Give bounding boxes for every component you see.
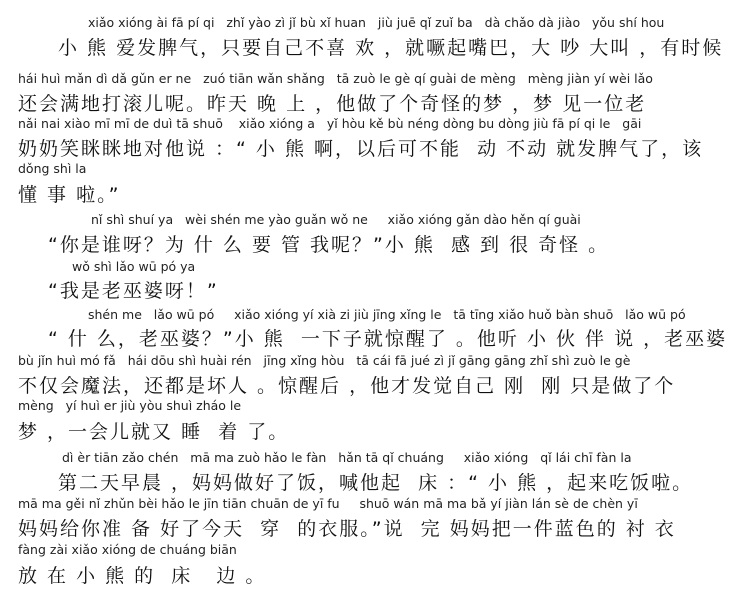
pinyin-line-3: nǎi nai xiào mī mī de duì tā shuō xiǎo xióng a yǐ hòu kě bù néng dòng bu dòng jiù fā pí qi le gāi	[18, 116, 642, 131]
pinyin-line-9: mèng yí huì er jiù yòu shuì zháo le	[18, 398, 242, 413]
text-line-3: 奶奶笑眯眯地对他说 ：“ 小 熊 啊，以后可不能 动 不动 就发脾气了，该	[18, 138, 704, 160]
pinyin-line-12: fàng zài xiǎo xióng de chuáng biān	[18, 542, 237, 557]
pinyin-line-7: shén me lǎo wū pó xiǎo xióng yí xià zi jiù jīng xǐng le tā tīng xiǎo huǒ bàn shuō lǎo wū pó	[88, 307, 686, 322]
text-line-12: 放 在 小 熊 的 床 边 。	[18, 565, 267, 587]
pinyin-line-10: dì èr tiān zǎo chén mā ma zuò hǎo le fàn hǎn tā qǐ chuáng xiǎo xióng qǐ lái chī fàn la	[62, 450, 632, 465]
pinyin-line-5: nǐ shì shuí ya wèi shén me yào guǎn wǒ ne xiǎo xióng gǎn dào hěn qí guài	[91, 212, 581, 227]
text-line-11: 妈妈给你准 备 好了今天 穿 的衣服。”说 完 妈妈把一件蓝色的 衬 衣	[18, 518, 676, 540]
text-line-5: “你是谁呀？为 什 么 要 管 我呢？”小 熊 感 到 很 奇怪 。	[48, 234, 610, 256]
text-line-8: 不仅会魔法，还都是坏人 。惊醒后 ，他才发觉自己 刚 刚 只是做了个	[18, 375, 676, 397]
pinyin-line-4: dǒng shì la	[18, 161, 87, 176]
text-line-9: 梦 ，一会儿就又 睡 着 了。	[18, 421, 290, 443]
text-line-10: 第二天早晨 ，妈妈做好了饭，喊他起 床 ：“ 小 熊 ，起来吃饭啦。	[58, 472, 694, 494]
pinyin-line-8: bù jǐn huì mó fǎ hái dōu shì huài rén jīng xǐng hòu tā cái fā jué zì jǐ gāng gāng zhǐ shì zuò le gè	[18, 353, 631, 368]
text-line-7: “ 什 么，老巫婆？”小 熊 一下子就惊醒了 。他听 小 伙 伴 说 ，老巫婆	[48, 328, 728, 350]
pinyin-line-11: mā ma gěi nǐ zhǔn bèi hǎo le jīn tiān chuān de yī fu shuō wán mā ma bǎ yí jiàn lán sè de chèn yī	[18, 496, 638, 511]
text-line-2: 还会满地打滚儿呢。昨天 晚 上 ，他做了个奇怪的梦 ，梦 见一位老	[18, 93, 647, 115]
pinyin-line-2: hái huì mǎn dì dǎ gǔn er ne zuó tiān wǎn shǎng tā zuò le gè qí guài de mèng mèng jiàn yí wèi lǎo	[18, 71, 653, 86]
text-line-6: “我是老巫婆呀！”	[48, 280, 219, 302]
pinyin-line-1: xiǎo xióng ài fā pí qi zhǐ yào zì jǐ bù xǐ huan jiù juē qǐ zuǐ ba dà chǎo dà jiào yǒu shí hou	[88, 15, 665, 30]
pinyin-line-6: wǒ shì lǎo wū pó ya	[72, 259, 196, 274]
text-line-4: 懂 事 啦。”	[18, 184, 121, 206]
text-line-1: 小 熊 爱发脾气，只要自己不喜 欢 ，就噘起嘴巴，大 吵 大叫 ，有时候	[58, 37, 724, 59]
